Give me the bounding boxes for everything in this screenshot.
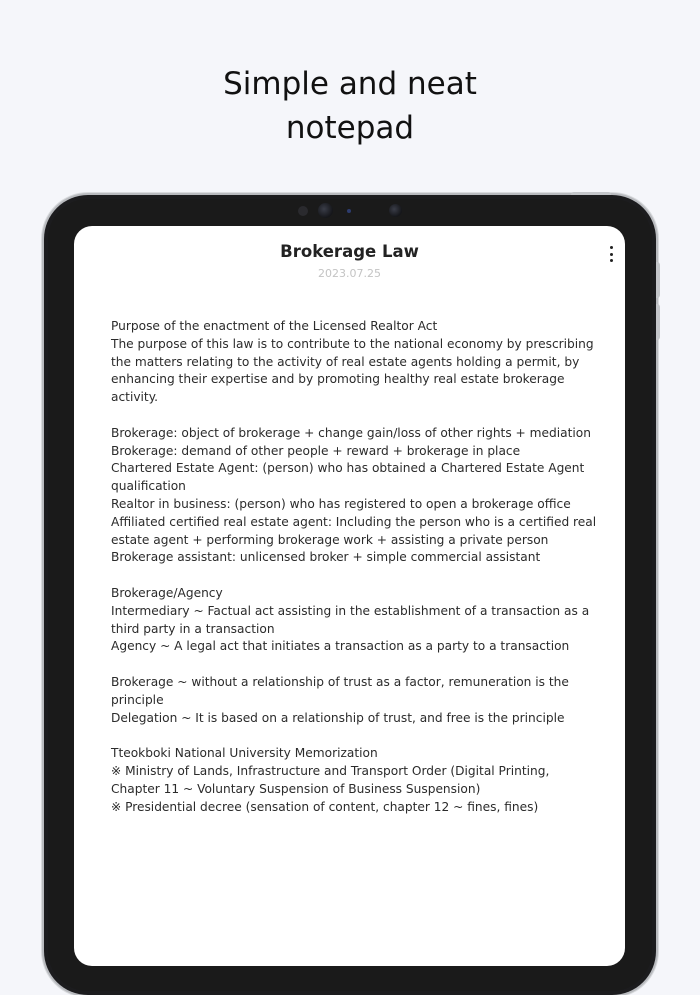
note-line: Delegation ~ It is based on a relationship of trust, and free is the principle: [111, 710, 565, 725]
note-line: principle: [111, 692, 164, 707]
note-line: qualification: [111, 479, 186, 494]
note-line: The purpose of this law is to contribute to the national economy by prescribing: [111, 336, 594, 351]
note-blank-line: [111, 407, 595, 425]
note-blank-line: [111, 567, 595, 585]
note-line: Realtor in business: (person) who has registered to open a brokerage office: [111, 496, 571, 511]
note-line: Brokerage assistant: unlicensed broker + simple commercial assistant: [111, 550, 541, 565]
more-vertical-icon[interactable]: [605, 246, 617, 262]
promo-headline: [0, 62, 700, 150]
promo-headline-line-1: Simple and neat: [223, 66, 477, 102]
note-line: the matters relating to the activity of real estate agents holding a permit, by: [111, 354, 580, 369]
note-line: Brokerage ~ without a relationship of trust as a factor, remuneration is the: [111, 674, 569, 689]
note-line: ※ Presidential decree (sensation of content, chapter 12 ~ fines, fines): [111, 799, 539, 814]
tablet-volume-up-button: [656, 262, 660, 298]
note-blank-line: [111, 656, 595, 674]
note-line: Chapter 11 ~ Voluntary Suspension of Business Suspension): [111, 781, 481, 796]
promo-headline-line-2: notepad: [285, 110, 415, 146]
note-line: Tteokboki National University Memorization: [111, 746, 378, 761]
note-blank-line: [111, 727, 595, 745]
note-date: 2023.07.25: [318, 267, 381, 280]
tablet-indicator: [347, 209, 351, 213]
note-line: Brokerage: demand of other people + reward + brokerage in place: [111, 443, 521, 458]
note-screen: [74, 226, 625, 966]
note-line: Affiliated certified real estate agent: Including the person who is a certified real: [111, 514, 597, 529]
tablet-sensor-right: [389, 204, 402, 217]
note-line: activity.: [111, 390, 159, 405]
tablet-sensor: [298, 206, 308, 216]
note-line: Brokerage/Agency: [111, 585, 223, 600]
note-line: Agency ~ A legal act that initiates a transaction as a party to a transaction: [111, 639, 570, 654]
note-body[interactable]: [111, 318, 595, 816]
note-line: estate agent + performing brokerage work + assisting a private person: [111, 532, 549, 547]
note-line: ※ Ministry of Lands, Infrastructure and Transport Order (Digital Printing,: [111, 763, 550, 778]
note-line: Chartered Estate Agent: (person) who has obtained a Chartered Estate Agent: [111, 461, 585, 476]
tablet-top-button: [571, 192, 611, 195]
note-title[interactable]: Brokerage Law: [280, 242, 419, 261]
note-line: Purpose of the enactment of the Licensed Realtor Act: [111, 319, 438, 333]
note-line: enhancing their expertise and by promoting healthy real estate brokerage: [111, 372, 565, 387]
tablet-volume-down-button: [656, 304, 660, 340]
note-line: Brokerage: object of brokerage + change gain/loss of other rights + mediation: [111, 425, 591, 440]
note-line: third party in a transaction: [111, 621, 275, 636]
tablet-camera-icon: [318, 203, 333, 218]
note-line: Intermediary ~ Factual act assisting in the establishment of a transaction as a: [111, 603, 590, 618]
